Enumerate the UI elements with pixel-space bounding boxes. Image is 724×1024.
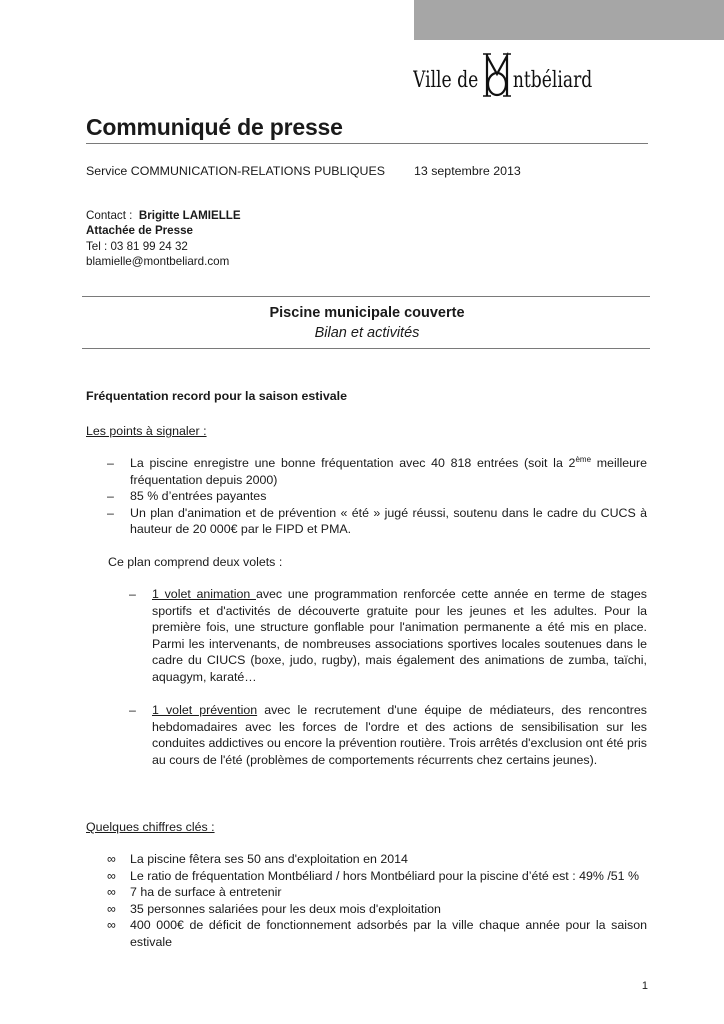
point-text: meilleure fréquentation depuis 2000) <box>130 456 648 487</box>
infinity-bullet: ∞ <box>107 885 116 899</box>
superscript: ème <box>575 454 592 464</box>
figures-list <box>107 851 647 950</box>
dash-bullet: – <box>107 456 114 470</box>
logo-mo-monogram <box>483 54 511 96</box>
list-item <box>107 917 647 950</box>
volet-text: avec une programmation renforcée cette année en terme de stages sportifs et d'activités de découverte gratuite pour les jeunes et les adultes. Pour la première fois, une structure gonflable pour l'animation permanente a été mis en place. Parmi les intervenants, de nombreuses associations sportives locales soutenues dans le cadre du CIUCS (boxe, judo, rugby), mais également des animations de zumba, taïchi, aquagym, karaté… <box>152 587 647 684</box>
infinity-bullet: ∞ <box>107 868 116 883</box>
points-list <box>107 454 648 538</box>
figure-text: Le ratio de fréquentation Montbéliard / hors Montbéliard pour la piscine d’été est : 49% /51 % <box>130 868 640 883</box>
infinity-bullet: ∞ <box>107 901 116 916</box>
service-name: Service COMMUNICATION-RELATIONS PUBLIQUES <box>86 164 386 178</box>
dash-bullet: – <box>129 703 136 717</box>
point-text: La piscine enregistre une bonne fréquentation avec 40 818 entrées (soit la 2 <box>130 456 576 470</box>
figure-text: La piscine fêtera ses 50 ans d'exploitation en 2014 <box>130 852 408 866</box>
list-item <box>129 586 647 685</box>
section-heading: Fréquentation record pour la saison estivale <box>86 389 347 403</box>
list-item <box>107 454 648 488</box>
dash-bullet: – <box>107 489 114 503</box>
contact-block <box>86 208 241 269</box>
contact-role: Attachée de Presse <box>86 224 193 238</box>
page-title: Communiqué de presse <box>86 114 343 140</box>
figures-label: Quelques chiffres clés : <box>86 820 215 834</box>
headline-rule-top <box>82 296 650 297</box>
contact-name: Brigitte LAMIELLE <box>138 209 241 222</box>
list-item <box>107 868 647 885</box>
list-item <box>107 488 647 505</box>
ville-de-montbeliard-logo <box>413 50 613 106</box>
point-text: Un plan d'animation et de prévention « été » jugé réussi, soutenu dans le cadre du CUCS à hauteur de 20 000€ par le FIPD et PMA. <box>130 505 647 536</box>
dash-bullet: – <box>107 505 114 520</box>
list-item <box>107 901 647 918</box>
headline-rule-bottom <box>82 348 650 349</box>
header-grey-band <box>414 0 724 40</box>
volet-label: 1 volet animation <box>152 587 256 601</box>
headline-title: Piscine municipale couverte <box>269 305 465 321</box>
logo-text-left: Ville de <box>413 66 479 93</box>
volets-list <box>129 586 647 768</box>
dash-bullet: – <box>129 587 136 601</box>
points-label: Les points à signaler : <box>86 424 207 438</box>
list-item <box>107 884 647 901</box>
list-item <box>129 702 647 768</box>
list-item <box>107 505 647 538</box>
contact-tel: Tel : 03 81 99 24 32 <box>86 239 188 253</box>
infinity-bullet: ∞ <box>107 918 116 932</box>
figure-text: 400 000€ de déficit de fonctionnement adsorbés par la ville chaque année pour la saison estivale <box>130 918 647 949</box>
list-item <box>107 851 647 868</box>
figure-text: 7 ha de surface à entretenir <box>130 885 282 899</box>
logo-text-right: ntbéliard <box>512 66 593 93</box>
plan-intro: Ce plan comprend deux volets : <box>108 555 283 569</box>
page-number: 1 <box>641 980 648 992</box>
volet-label: 1 volet prévention <box>152 703 258 717</box>
headline-subtitle: Bilan et activités <box>314 325 420 341</box>
point-text: 85 % d’entrées payantes <box>130 489 267 503</box>
infinity-bullet: ∞ <box>107 852 116 866</box>
volet-text: avec le recrutement d'une équipe de médiateurs, des rencontres hebdomadaires avec les forces de l'ordre et des actions de sensibilisation sur les conduites addictives ou encore la prévention routière. Trois arrêtés d'exclusion ont été pris au cours de l'été (problèmes de comportements récurrents chez certains jeunes). <box>152 703 647 767</box>
contact-label: Contact : <box>86 209 133 222</box>
figure-text: 35 personnes salariées pour les deux mois d'exploitation <box>130 901 441 916</box>
press-date: 13 septembre 2013 <box>414 164 521 178</box>
contact-email[interactable]: blamielle@montbeliard.com <box>86 254 230 268</box>
title-rule <box>86 143 648 144</box>
